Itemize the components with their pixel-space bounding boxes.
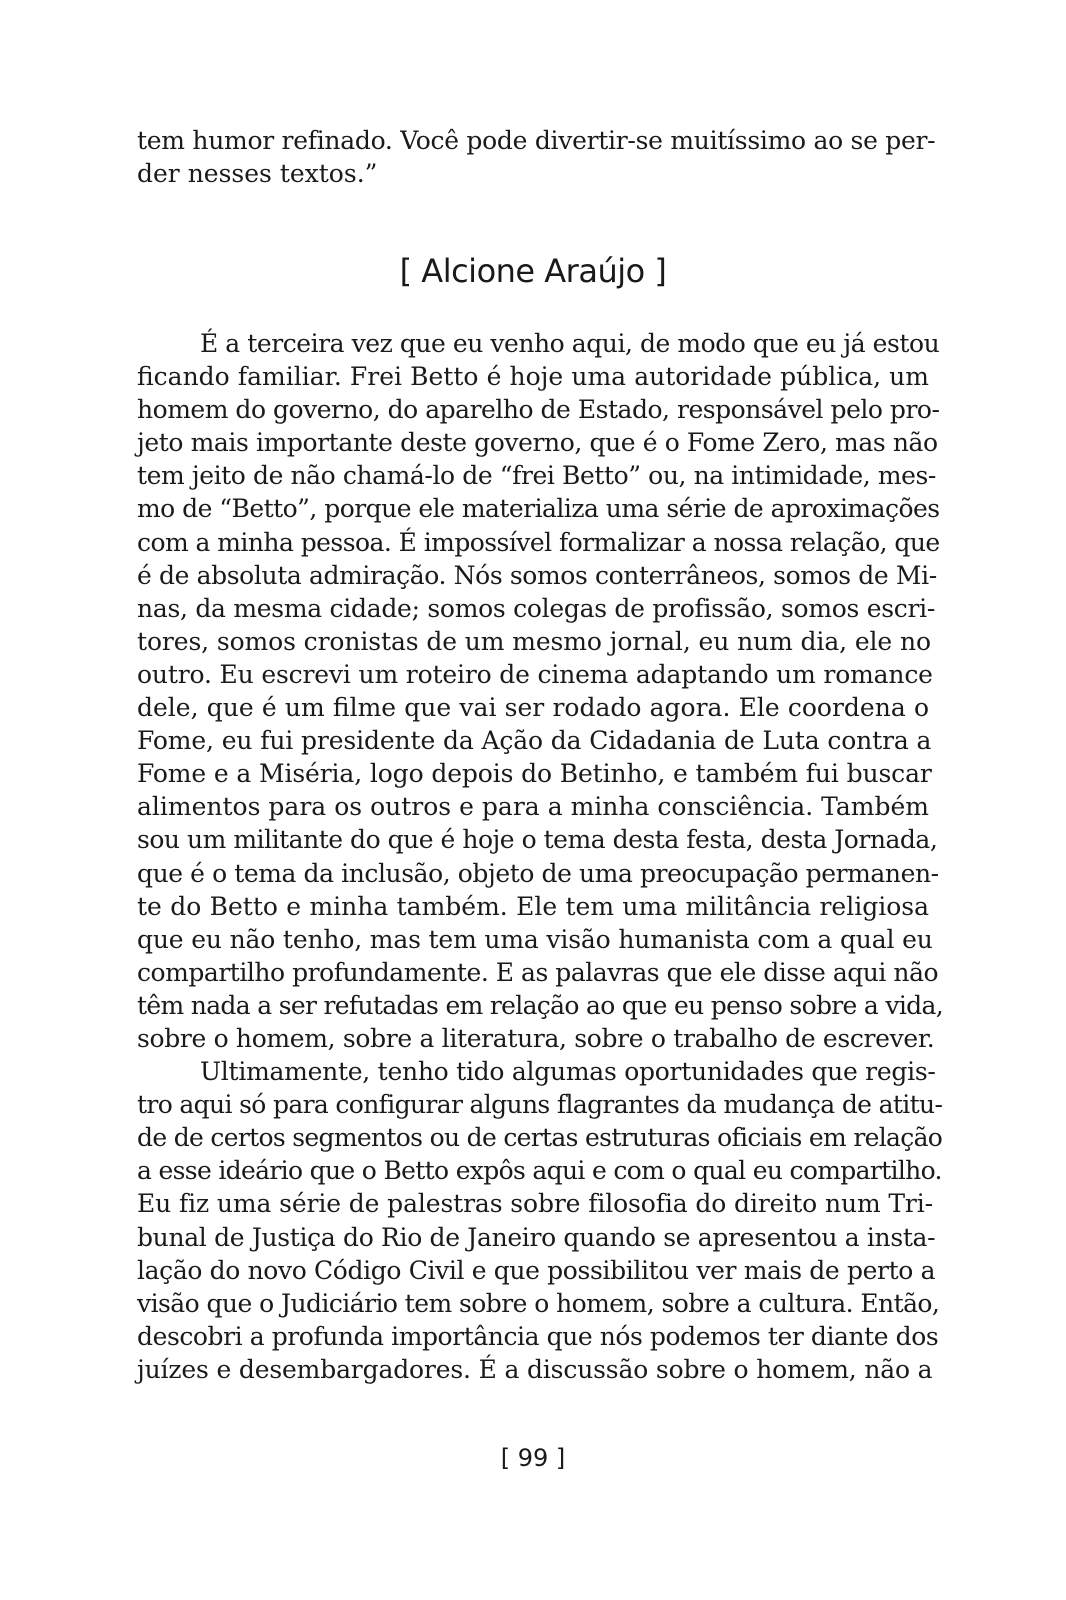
body-line: dele, que é um filme que vai ser rodado agora. Ele coordena o [137, 693, 929, 723]
intro-line-2: der nesses textos.” [137, 159, 378, 189]
body-line: visão que o Judiciário tem sobre o homem, sobre a cultura. Então, [137, 1288, 940, 1318]
page-number: [ 99 ] [500, 1444, 566, 1472]
body-line: lação do novo Código Civil e que possibilitou ver mais de perto a [137, 1255, 936, 1285]
body-line: jeto mais importante deste governo, que é o Fome Zero, mas não [137, 428, 938, 458]
body-line: nas, da mesma cidade; somos colegas de profissão, somos escri- [137, 593, 936, 623]
body-line: descobri a profunda importância que nós podemos ter diante dos [137, 1321, 939, 1351]
body-line: de de certos segmentos ou de certas estruturas oficiais em relação [137, 1123, 943, 1153]
body-line: é de absoluta admiração. Nós somos conterrâneos, somos de Mi- [137, 560, 937, 590]
body-line: têm nada a ser refutadas em relação ao que eu penso sobre a vida, [137, 990, 943, 1020]
body-line: que eu não tenho, mas tem uma visão humanista com a qual eu [137, 924, 933, 954]
body-line: tro aqui só para configurar alguns flagrantes da mudança de atitu- [137, 1090, 943, 1120]
body-line: com a minha pessoa. É impossível formalizar a nossa relação, que [137, 527, 940, 557]
body-line: Fome, eu fui presidente da Ação da Cidadania de Luta contra a [137, 726, 932, 756]
body-line: bunal de Justiça do Rio de Janeiro quando se apresentou a insta- [137, 1222, 936, 1252]
body-line: mo de “Betto”, porque ele materializa uma série de aproximações [137, 494, 940, 524]
body-line: É a terceira vez que eu venho aqui, de modo que eu já estou [200, 329, 940, 358]
body-line: Fome e a Miséria, logo depois do Betinho, e também fui buscar [137, 759, 932, 789]
body-line: compartilho profundamente. E as palavras que ele disse aqui não [137, 957, 939, 987]
body-line: a esse ideário que o Betto expôs aqui e com o qual eu compartilho. [137, 1156, 942, 1186]
body-line: juízes e desembargadores. É a discussão sobre o homem, não a [137, 1354, 933, 1384]
paragraph-2 [137, 1055, 943, 1386]
body-line: Eu fiz uma série de palestras sobre filosofia do direito num Tri- [137, 1189, 934, 1219]
intro-quote-ending [137, 124, 936, 190]
body-line: sobre o homem, sobre a literatura, sobre o trabalho de escrever. [137, 1023, 935, 1053]
body-line: outro. Eu escrevi um roteiro de cinema adaptando um romance [137, 659, 933, 689]
body-line: que é o tema da inclusão, objeto de uma preocupação permanen- [137, 858, 939, 888]
body-line: tores, somos cronistas de um mesmo jornal, eu num dia, ele no [137, 626, 931, 656]
section-body [137, 327, 943, 1386]
body-line: sou um militante do que é hoje o tema desta festa, desta Jornada, [137, 825, 938, 855]
paragraph-1 [137, 327, 943, 1055]
intro-line-1: tem humor refinado. Você pode divertir-se muitíssimo ao se per- [137, 126, 936, 155]
body-line: Ultimamente, tenho tido algumas oportunidades que regis- [200, 1057, 936, 1087]
section-heading: [ Alcione Araújo ] [399, 252, 667, 290]
body-line: homem do governo, do aparelho de Estado, responsável pelo pro- [137, 395, 940, 425]
body-line: alimentos para os outros e para a minha consciência. Também [137, 792, 929, 822]
body-line: te do Betto e minha também. Ele tem uma militância religiosa [137, 891, 929, 921]
body-line: tem jeito de não chamá-lo de “frei Betto” ou, na intimidade, mes- [137, 461, 936, 491]
body-line: ficando familiar. Frei Betto é hoje uma autoridade pública, um [137, 362, 929, 392]
